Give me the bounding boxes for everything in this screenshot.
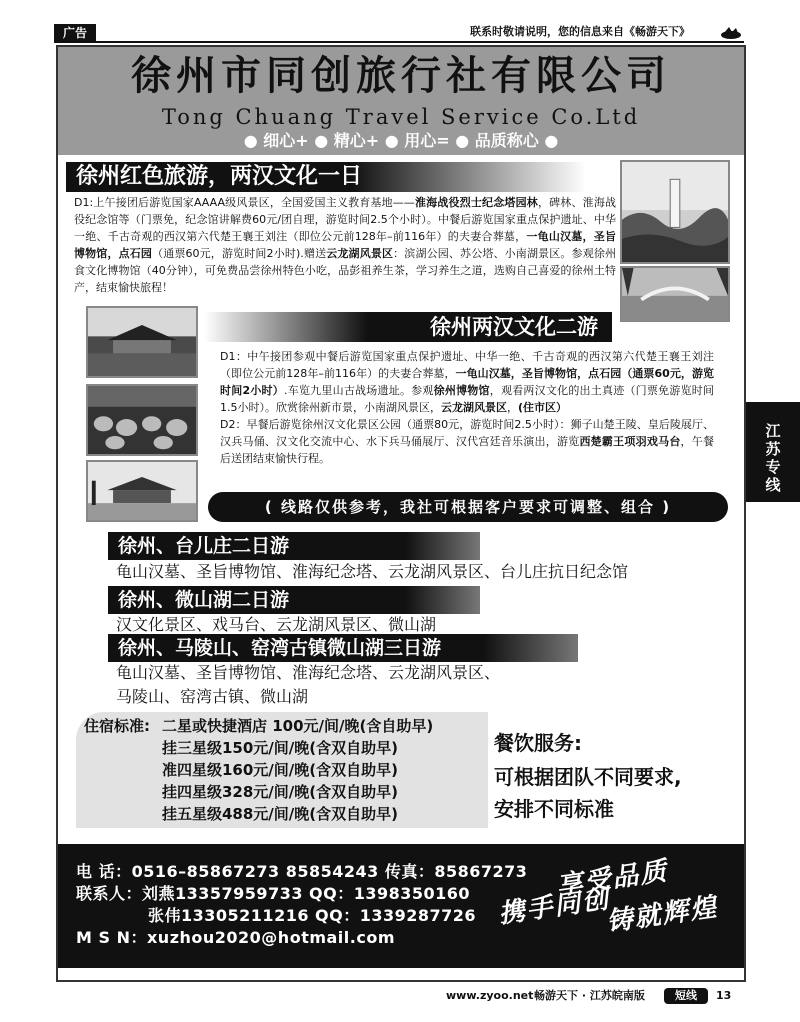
top-divider [54, 41, 744, 43]
dining-panel [488, 712, 744, 828]
route-title-weishan: 徐州、微山湖二日游 [108, 586, 480, 614]
contact-phone: 电 话：0516–85867273 85854243 传真：85867273 [76, 862, 528, 881]
slogan: ● 细心+ ● 精心+ ● 用心= ● 品质称心 ● [243, 131, 559, 150]
tour1-text-1: D1:上午接团后游览国家AAAA级风景区，全国爱国主义教育基地—— [74, 196, 415, 209]
tour2-d2-text-2: ，午餐后送团结束愉快行程。 [220, 435, 715, 465]
lodging-row-5: 挂五星级488元/间/晚(含双自助早) [162, 805, 398, 823]
tour1-text-3: （通票60元，游览时间2小时).赠送 [152, 247, 327, 260]
dining-title: 餐饮服务: [494, 731, 582, 755]
tour2-description [220, 348, 714, 467]
palace-photo [86, 460, 198, 522]
tour1-title: 徐州红色旅游，两汉文化一日 [66, 162, 586, 192]
top-notice: 联系时敬请说明，您的信息来自《畅游天下》 [470, 25, 690, 38]
side-tab-char-4: 线 [765, 476, 781, 494]
footer-section-tag: 短线 [664, 988, 708, 1004]
lodging-label: 住宿标准: [84, 717, 150, 735]
route-title-malingshan: 徐州、马陵山、窑湾古镇微山湖三日游 [108, 634, 578, 662]
side-tab-char-1: 江 [765, 422, 781, 440]
magazine-logo-icon [720, 26, 742, 40]
route-line-taierzhuang: 龟山汉墓、圣旨博物馆、淮海纪念塔、云龙湖风景区、台儿庄抗日纪念馆 [116, 562, 629, 581]
route-title-taierzhuang: 徐州、台儿庄二日游 [108, 532, 480, 560]
company-name-en: Tong Chuang Travel Service Co.Ltd [161, 105, 641, 129]
tour2-d1-bold-4: (住市区） [518, 401, 568, 414]
dining-line-2: 安排不同标准 [494, 797, 614, 821]
han-tomb-photo [86, 306, 198, 378]
contact-person-2: 张伟13305211216 QQ：1339287726 [148, 906, 477, 925]
tour1-text-2: ，碑林、淮海战役纪念馆等（门票免，纪念馆讲解费60元/团自理，游览时间2.5个小时）。中餐后游览国家重点保护遗址、中华一绝、千古奇观的西汉第六代楚王襄王刘注（即位公元前128年–前116年）的夫妻合葬墓， [74, 196, 617, 243]
motto-line-3: 铸就辉煌 [604, 892, 720, 938]
lodging-row-2: 挂三星级150元/间/晚(含双自助早) [162, 739, 398, 757]
tour2-d2-text-1: D2：早餐后游览徐州汉文化景区公园（通票80元，游览时间2.5小时）：狮子山楚王陵、皇后陵展厅、汉兵马俑、汉文化交流中心、水下兵马俑展厅、汉代宫廷音乐演出，游览 [220, 418, 714, 448]
lodging-row-1: 二星或快捷酒店 100元/间/晚(含自助早) [162, 717, 434, 735]
route-notice-bar: ( 线路仅供参考，我社可根据客户要求可调整、组合 ) [208, 492, 728, 522]
ad-tag: 广告 [54, 24, 96, 42]
route-line-malingshan-1: 龟山汉墓、圣旨博物馆、淮海纪念塔、云龙湖风景区、 [116, 663, 501, 682]
motto-line-1: 携手同创 [496, 884, 612, 930]
side-tab-char-3: 专 [765, 458, 781, 476]
motto-line-2: 享受品质 [554, 856, 670, 902]
memorial-tower-photo [620, 160, 730, 264]
contact-msn: M S N：xuzhou2020@hotmail.com [76, 928, 396, 947]
contact-panel [58, 844, 744, 968]
tour1-bold-1: 淮海战役烈士纪念塔园林 [414, 196, 538, 209]
tour1-description [74, 194, 616, 296]
footer-page-number: 13 [716, 989, 732, 1002]
side-tab-char-2: 苏 [765, 440, 781, 458]
tour2-d2-bold: 西楚霸王项羽戏马台 [579, 435, 681, 448]
tour2-title: 徐州两汉文化二游 [204, 312, 612, 342]
route-line-malingshan-2: 马陵山、窑湾古镇、微山湖 [116, 687, 309, 706]
footer-website: www.zyoo.net [446, 989, 534, 1002]
dining-line-1: 可根据团队不同要求, [494, 765, 682, 789]
contact-person-1: 联系人：刘燕13357959733 QQ：1398350160 [76, 884, 471, 903]
side-tab-jiangsu [746, 402, 800, 502]
route-line-weishan: 汉文化景区、戏马台、云龙湖风景区、微山湖 [116, 615, 437, 634]
footer-publication: 畅游天下 · 江苏皖南版 [534, 989, 645, 1002]
tour2-d1-bold-2: 徐州博物馆 [433, 384, 490, 397]
tour2-d1-text-1: D1：中午接团参观中餐后游览国家重点保护遗址、中华一绝、千古奇观的西汉第六代楚王襄王刘注（即位公元前128年–前116年）的夫妻合葬墓， [220, 350, 714, 380]
tour2-d1-bold-3: 云龙湖风景区 [441, 401, 507, 414]
tour2-d1-text-4: ， [507, 401, 518, 414]
terracotta-warriors-photo [86, 384, 198, 456]
tour1-bold-2: 一龟山汉墓，圣旨博物馆，点石园 [74, 230, 616, 260]
tour2-d1-text-2: .车览九里山古战场遗址。参观 [284, 384, 434, 397]
tour1-text-4: ：滨湖公园、苏公塔、小南湖景区。参观徐州食文化博物馆（40分钟），可免费品尝徐州特色小吃，品彭祖养生茶，学习养生之道，选购自己喜爱的徐州土特产，结束愉快旅程！ [74, 247, 617, 294]
lodging-row-4: 挂四星级328元/间/晚(含双自助早) [162, 783, 398, 801]
lake-bridge-photo [620, 266, 730, 322]
tour2-d1-bold-1: 一龟山汉墓，圣旨博物馆，点石园（通票60元，游览时间2小时） [220, 367, 714, 397]
tour2-d1-text-3: ，观看两汉文化的出土真迹（门票免游览时间1.5小时）。欣赏徐州新市景，小南湖风景区， [220, 384, 715, 414]
tour1-bold-3: 云龙湖风景区 [326, 247, 394, 260]
lodging-row-3: 准四星级160元/间/晚(含双自助早) [162, 761, 398, 779]
company-name: 徐州市同创旅行社有限公司 [131, 52, 671, 99]
